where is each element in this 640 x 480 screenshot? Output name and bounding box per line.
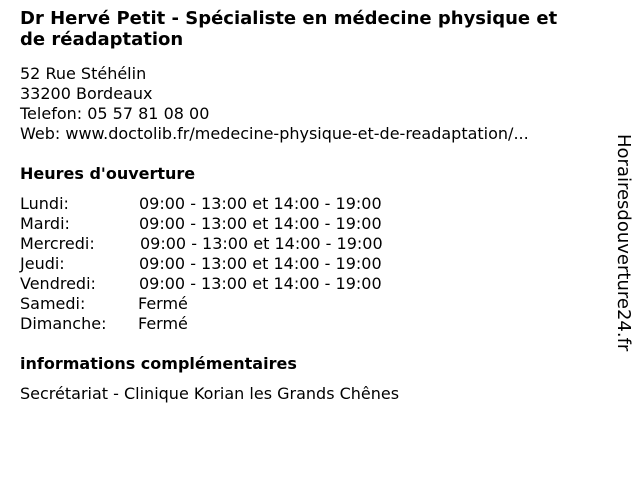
site-watermark-text: Horairesdouverture24.fr [613,134,634,352]
hours-time: 09:00 - 13:00 et 14:00 - 19:00 [139,254,382,273]
hours-time: 09:00 - 13:00 et 14:00 - 19:00 [139,274,382,293]
hours-day: Jeudi: [20,254,65,273]
page-title-line-1: Dr Hervé Petit - Spécialiste en médecine physique et [20,8,558,29]
hours-time: Fermé [138,314,188,333]
hours-time: 09:00 - 13:00 et 14:00 - 19:00 [140,234,383,253]
additional-info-text: Secrétariat - Clinique Korian les Grands Chênes [20,384,400,403]
address-street: 52 Rue Stéhélin [20,64,147,83]
phone-number[interactable]: Telefon: 05 57 81 08 00 [20,104,210,123]
hours-day: Vendredi: [20,274,96,293]
page-title [20,8,620,50]
hours-day: Mardi: [20,214,70,233]
hours-time: 09:00 - 13:00 et 14:00 - 19:00 [139,214,382,233]
page-title-line-2: de réadaptation [20,29,184,50]
hours-day: Samedi: [20,294,86,313]
hours-day: Dimanche: [20,314,107,333]
hours-time: 09:00 - 13:00 et 14:00 - 19:00 [139,194,382,213]
hours-time: Fermé [138,294,188,313]
site-watermark [611,134,635,374]
hours-day: Lundi: [20,194,69,213]
address-city: 33200 Bordeaux [20,84,153,103]
opening-hours-heading: Heures d'ouverture [20,164,196,183]
website-link[interactable]: Web: www.doctolib.fr/medecine-physique-et-de-readaptation/... [20,124,529,143]
hours-day: Mercredi: [20,234,95,253]
additional-info-heading: informations complémentaires [20,354,297,373]
